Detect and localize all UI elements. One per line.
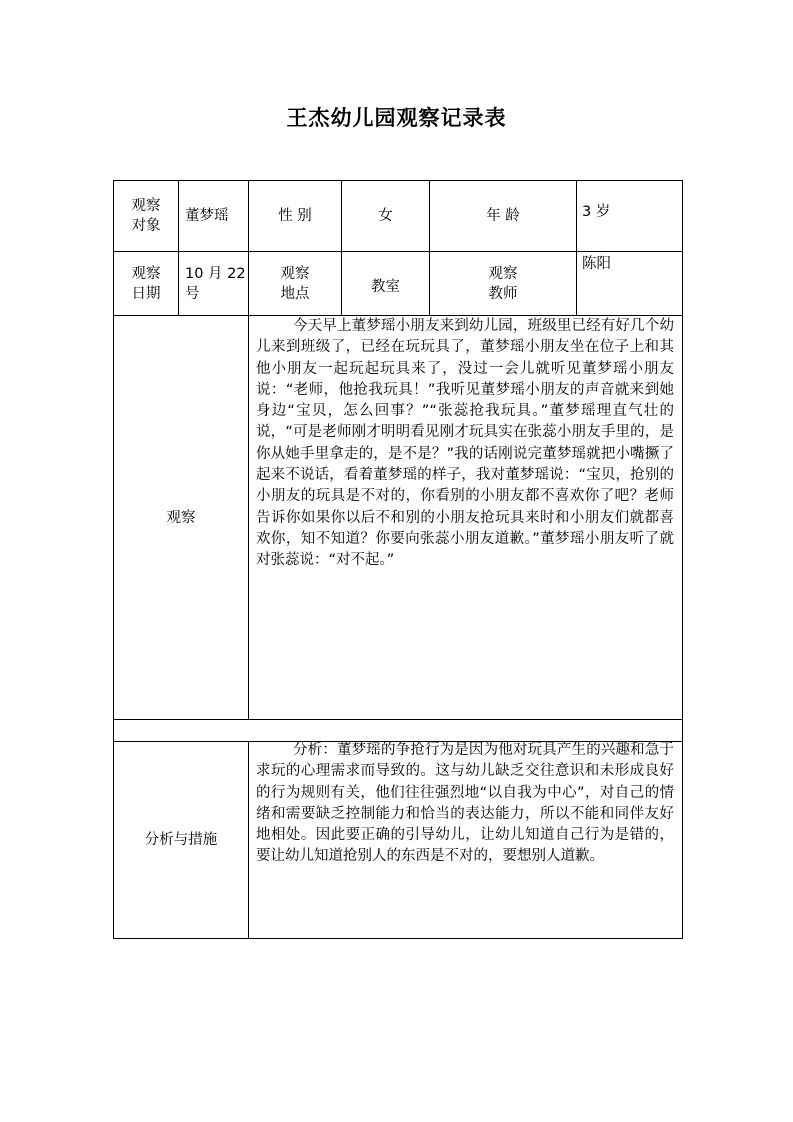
column-divider — [248, 315, 249, 719]
date-value: 10 月 22 号 — [185, 266, 246, 302]
date-label: 观察 日期 — [131, 266, 161, 302]
place-label: 观察 地点 — [280, 266, 310, 302]
page-title: 王杰幼儿园观察记录表 — [286, 106, 507, 130]
analysis-text: 分析：董梦瑶的争抢行为是因为他对玩具产生的兴趣和急于求玩的心理需求而导致的。这与幼儿缺乏交往意识和未形成良好的行为规则有关，他们往往强烈地“以自我为中心”，对自己的情绪和需要缺乏控制能力和恰当的表达能力，所以不能和同伴友好地相处。因此要正确的引导幼儿，让幼儿知道自己行为是错的，要让幼儿知道抢别人的东西是不对的，要想别人道歉。 — [256, 742, 674, 865]
subject-label: 观察 对象 — [131, 198, 161, 234]
column-divider — [248, 741, 249, 939]
analysis-label: 分析与措施 — [144, 832, 218, 848]
gender-value: 女 — [378, 208, 393, 224]
observation-label: 观察 — [166, 510, 196, 526]
age-value: 3 岁 — [582, 204, 611, 220]
row-divider — [114, 719, 682, 720]
observation-text: 今天早上董梦瑶小朋友来到幼儿园，班级里已经有好几个幼儿来到班级了，已经在玩玩具了，董梦瑶小朋友坐在位子上和其他小朋友一起玩起玩具来了，没过一会儿就听见董梦瑶小朋友说：“老师，他抢我玩具！”我听见董梦瑶小朋友的声音就来到她身边“宝贝，怎么回事？”“张蕊抢我玩具。”董梦瑶理直气壮的说，“可是老师刚才明明看见刚才玩具实在张蕊小朋友手里的，是你从她手里拿走的，是不是？”我的话刚说完董梦瑶就把小嘴撅了起来不说话，看着董梦瑶的样子，我对董梦瑶说：“宝贝，抢别的小朋友的玩具是不对的，你看别的小朋友都不喜欢你了吧？老师告诉你如果你以后不和别的小朋友抢玩具来时和小朋友们就都喜欢你，知不知道？你要向张蕊小朋友道歉。”董梦瑶小朋友听了就对张蕊说：“对不起。” — [256, 318, 674, 569]
place-value: 教室 — [371, 279, 400, 295]
subject-value: 董梦瑶 — [185, 208, 229, 224]
observation-record-table — [113, 180, 683, 939]
teacher-value: 陈阳 — [582, 256, 611, 272]
age-label: 年 龄 — [486, 208, 520, 224]
row-divider — [114, 251, 682, 252]
gender-label: 性 别 — [278, 208, 312, 224]
column-divider — [178, 181, 179, 315]
column-divider — [576, 181, 577, 315]
teacher-label: 观察 教师 — [488, 266, 518, 302]
